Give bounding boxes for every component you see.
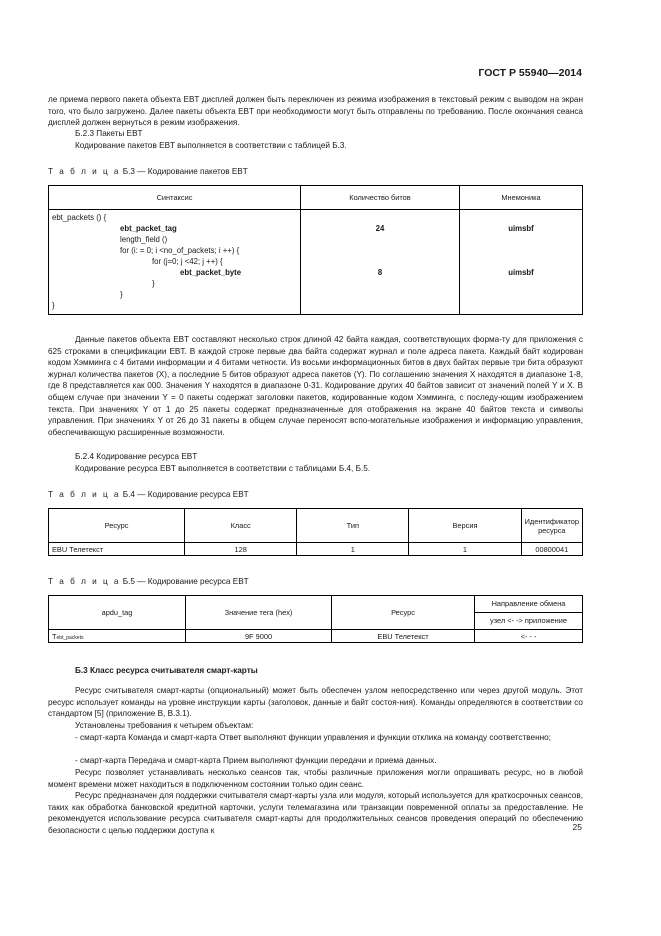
t4-header-type: Тип	[297, 509, 409, 543]
code-line: }	[120, 290, 123, 299]
t3-header-mnemonic: Мнемоника	[460, 186, 583, 210]
bits-value: 8	[377, 268, 383, 277]
t4-header-version: Версия	[409, 509, 521, 543]
t3-syntax-cell	[49, 210, 301, 315]
table-b5	[48, 595, 583, 643]
code-line: for (j=0; j <42; j ++) {	[152, 257, 223, 266]
section-b3-heading: Б.3 Класс ресурса считывателя смарт-карты	[75, 666, 258, 675]
b3-paragraph-6: Ресурс предназначен для поддержки считывателя смарт-карты узла или модуля, который используется для краткосрочных сеансов, таких как обработка банковской кредитной карточки, услуги телемагазина или транзакции повременной оплаты за предоставление. Не рекомендуется использование ресурса считывателя смарт-карты для продолжительных сеансов проведения операций по обеспечению безопасности с целью поддержки доступа к	[48, 791, 583, 835]
section-b23-text: Кодирование пакетов EBT выполняется в соответствии с таблицей Б.3.	[75, 141, 347, 150]
code-line: }	[152, 279, 155, 288]
t5-cell-resource: EBU Телетекст	[332, 630, 475, 643]
t5-cell-tag: Tebt_packets	[49, 630, 186, 643]
b3-paragraph-5: Ресурс позволяет устанавливать несколько сеансов так, чтобы различные приложения могли опрашивать ресурс, но в любой момент времени может находиться в подключенном состоянии только один сеанс.	[48, 768, 583, 789]
table-b3-caption: Т а б л и ц а Б.3 — Кодирование пакетов EBT	[48, 167, 248, 176]
section-b23-heading: Б.2.3 Пакеты EBT	[75, 129, 143, 138]
t4-header-identifier: Идентификатор ресурса	[521, 509, 582, 543]
code-line: }	[52, 301, 55, 310]
body-paragraph-1: Данные пакетов объекта EBT составляют несколько строк длиной 42 байта каждая, соответствующих форма-ту для приложения с 625 строками в спецификации EBT. В каждой строке первые два байта содержат журнал и поле адреса пакета. Каждый байт кодирован кодом Хэмминга с 4 битами информации и 4 битами четности. Из восьми информационных битов в двух байтах первые три бита образуют журнал количества пакетов (X), а последние 5 битов образуют адреса пакетов (Y). По соглашению значения X находятся в диапазоне 1-8, где 8 представляется как 000. Значения Y находятся в диапазоне 0-31. Кодирование других 40 байтов зависит от значений полей Y и X. В общем случае при значении Y = 0 пакеты содержат заголовки пакетов, кодированные кодом Хэмминга, с последу-ющим изображением текста. При значениях Y от 1 до 25 пакеты содержат предназначенные для отображения на экране 40 байтов текста и символы управления. При значениях Y от 26 до 31 пакеты в общем случае переносят вспо-могательные изображения и информацию управления, обеспечивающую расширенные возможности.	[48, 335, 583, 437]
code-line: length_field ()	[120, 235, 168, 244]
t4-header-resource: Ресурс	[49, 509, 185, 543]
t5-header-resource: Ресурс	[332, 596, 475, 630]
t4-cell-identifier: 00800041	[521, 543, 582, 556]
bits-value: 24	[375, 224, 385, 233]
t5-header-apdu-tag: apdu_tag	[49, 596, 186, 630]
page-number: 25	[572, 822, 582, 832]
section-b24-heading: Б.2.4 Кодирование ресурса EBT	[75, 452, 198, 461]
table-b5-caption: Т а б л и ц а Б.5 — Кодирование ресурса EBT	[48, 577, 249, 586]
document-header: ГОСТ Р 55940—2014	[478, 67, 582, 79]
direction-sub-label: узел <- -> приложение	[490, 616, 567, 625]
t4-cell-type: 1	[297, 543, 409, 556]
t3-header-bits: Количество битов	[301, 186, 460, 210]
code-line: ebt_packet_tag	[120, 224, 177, 233]
table-b4-caption: Т а б л и ц а Б.4 — Кодирование ресурса EBT	[48, 490, 249, 499]
t5-header-direction	[475, 596, 583, 630]
t5-cell-direction: <- - -	[475, 630, 583, 643]
t3-header-syntax: Синтаксис	[49, 186, 301, 210]
t4-cell-resource: EBU Телетекст	[49, 543, 185, 556]
section-b24-text: Кодирование ресурса EBT выполняется в соответствии с таблицами Б.4, Б.5.	[75, 464, 371, 473]
t4-header-class: Класс	[185, 509, 297, 543]
b3-paragraph-2: Установлены требования к четырем объектам:	[75, 721, 254, 730]
mnemonic-value: uimsbf	[508, 224, 534, 233]
mnemonic-value: uimsbf	[508, 268, 534, 277]
table-b4	[48, 508, 583, 556]
t4-cell-version: 1	[409, 543, 521, 556]
t4-cell-class: 128	[185, 543, 297, 556]
b3-paragraph-1: Ресурс считывателя смарт-карты (опциональный) может быть обеспечен узлом непосредственно или через другой модуль. Этот ресурс использует команды на уровне инструкции карты (заголовок, данные и байт состоя-ния). Команды определяются в соответствии со стандартом [5] (приложение В, В.3.1).	[48, 686, 583, 719]
t3-mnemonic-cell	[460, 210, 583, 315]
table-b3	[48, 185, 583, 315]
t5-header-tag-value: Значение тега (hex)	[186, 596, 332, 630]
t5-cell-tag-value: 9F 9000	[186, 630, 332, 643]
code-line: for (i: = 0; i <no_of_packets; i ++) {	[120, 246, 240, 255]
b3-paragraph-4: - смарт-карта Передача и смарт-карта Прием выполняют функции передачи и приема данных.	[75, 756, 437, 765]
t3-bits-cell	[301, 210, 460, 315]
code-line: ebt_packet_byte	[180, 268, 242, 277]
b3-paragraph-3: - смарт-карта Команда и смарт-карта Ответ выполняют функции управления и функции отклика на команду соответственно;	[75, 733, 551, 742]
intro-paragraph: ле приема первого пакета объекта EBT дисплей должен быть переключен из режима изображения в текстовый режим с выводом на экран того, что было загружено. Далее пакеты объекта EBT при необходимости могут быть отправлены по требованию. После окончания сеанса дисплей должен вернуться в режим изображения.	[48, 95, 583, 128]
code-line: ebt_packets () {	[52, 213, 107, 222]
direction-label: Направление обмена	[475, 596, 582, 613]
